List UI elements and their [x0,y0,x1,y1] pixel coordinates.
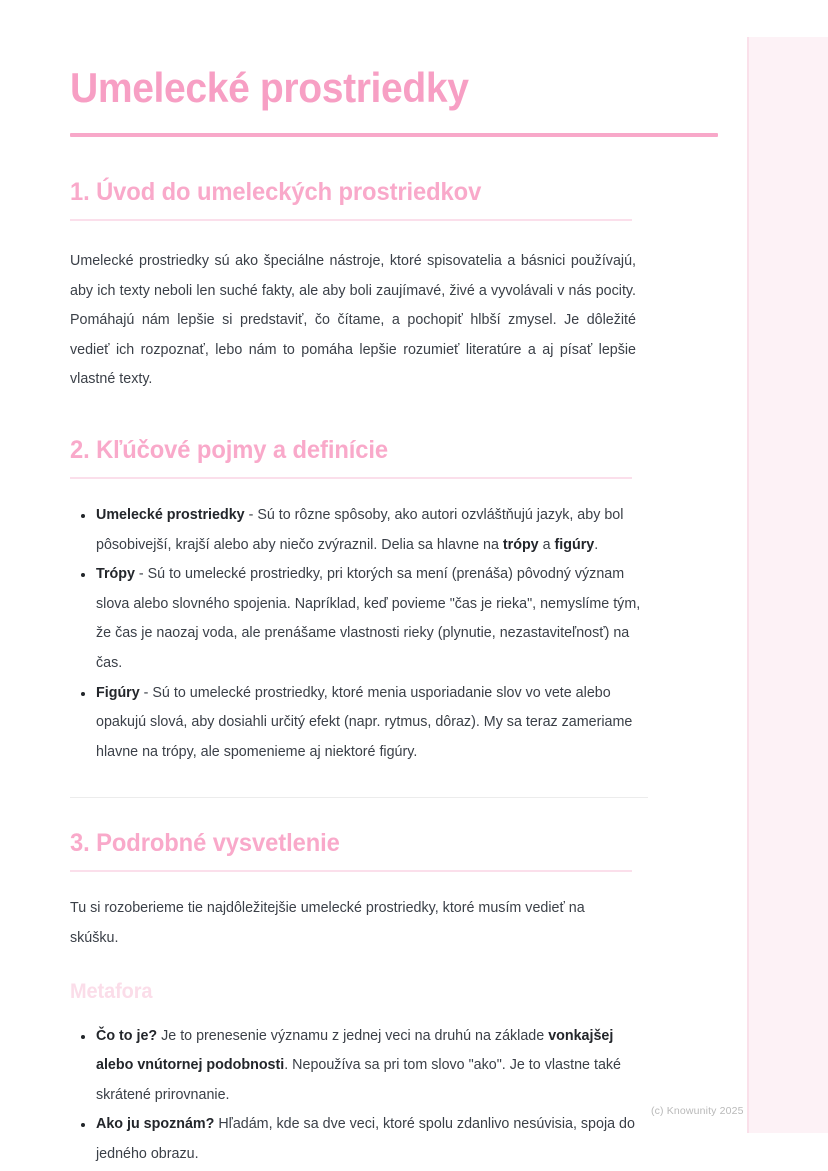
bullet-text: - Sú to umelecké prostriedky, ktoré menia usporiadanie slov vo vete alebo opakujú slová, aby dosiahli určitý efekt (napr. rytmus, dôraz). My sa teraz zameriame hlavne na trópy, ale spomenieme aj niektoré figúry. [96,684,633,760]
bullet-text: - Sú to umelecké prostriedky, pri ktorých sa mení (prenáša) pôvodný význam slova alebo slovného spojenia. Napríklad, keď povieme "čas je rieka", nemyslíme tým, že čas je naozaj voda, ale prenášame vlastnosti rieky (plynutie, nezastaviteľnosť) na čas. [96,566,641,671]
section-2 [70,435,641,767]
bullet-text: . [594,536,599,553]
bullet-term: Trópy [96,566,135,583]
section-1-heading: 1. Úvod do umeleckých prostriedkov [70,178,482,207]
list-item [70,501,652,560]
section-3 [70,828,638,1169]
decorative-right-band [747,37,828,1133]
section-3-bullet-list [70,1022,638,1170]
list-item [70,1022,652,1111]
bullet-text: . Nepoužíva sa pri tom slovo "ako". Je to vlastne také skrátené prirovnanie. [96,1057,621,1103]
subheading-metafora: Metafora [70,979,153,1003]
bullet-term: Figúry [96,684,140,701]
list-item [70,1110,652,1169]
section-1 [70,177,638,395]
section-2-bullet-list [70,501,641,767]
bullet-text: - Sú to rôzne spôsoby, ako autori ozvláštňujú jazyk, aby bol pôsobivejší, krajší alebo aby niečo zvýraznil. Delia sa hlavne na [96,507,624,553]
bullet-term: Umelecké prostriedky [96,507,245,523]
document-content [70,64,641,1170]
section-3-heading: 3. Podrobné vysvetlenie [70,829,340,858]
list-item [70,679,652,768]
bullet-term: Čo to je? [96,1027,158,1044]
bullet-emphasis: trópy [502,536,539,553]
bullet-text: Hľadám, kde sa dve veci, ktoré spolu zdanlivo nesúvisia, spoja do jedného obrazu. [96,1116,635,1162]
section-3-paragraph: Tu si rozoberieme tie najdôležitejšie umelecké prostriedky, ktoré musím vedieť na skúšku. [70,900,585,946]
bullet-term: Ako ju spoznám? [96,1116,215,1133]
list-item [70,560,652,678]
bullet-emphasis: figúry [554,536,595,553]
section-1-paragraph: Umelecké prostriedky sú ako špeciálne nástroje, ktoré spisovatelia a básnici používajú, aby ich texty neboli len suché fakty, ale aby boli zaujímavé, živé a vyvolávali v nás pocity. Pomáhajú nám lepšie si predstaviť, čo čítame, a pochopiť hlbší zmysel. Je dôležité vedieť ich rozpoznať, lebo nám to pomáha lepšie rozumieť literatúre a aj písať lepšie vlastné texty. [70,253,636,388]
bullet-text: a [538,536,555,553]
section-2-heading: 2. Kľúčové pojmy a definície [70,436,388,464]
page-title: Umelecké prostriedky [70,64,469,111]
bullet-emphasis: vonkajšej alebo vnútornej podobnosti [96,1027,614,1074]
bullet-text: Je to prenesenie významu z jednej veci na druhú na základe [157,1027,549,1044]
footer-credit: (c) Knowunity 2025 [651,1105,744,1117]
